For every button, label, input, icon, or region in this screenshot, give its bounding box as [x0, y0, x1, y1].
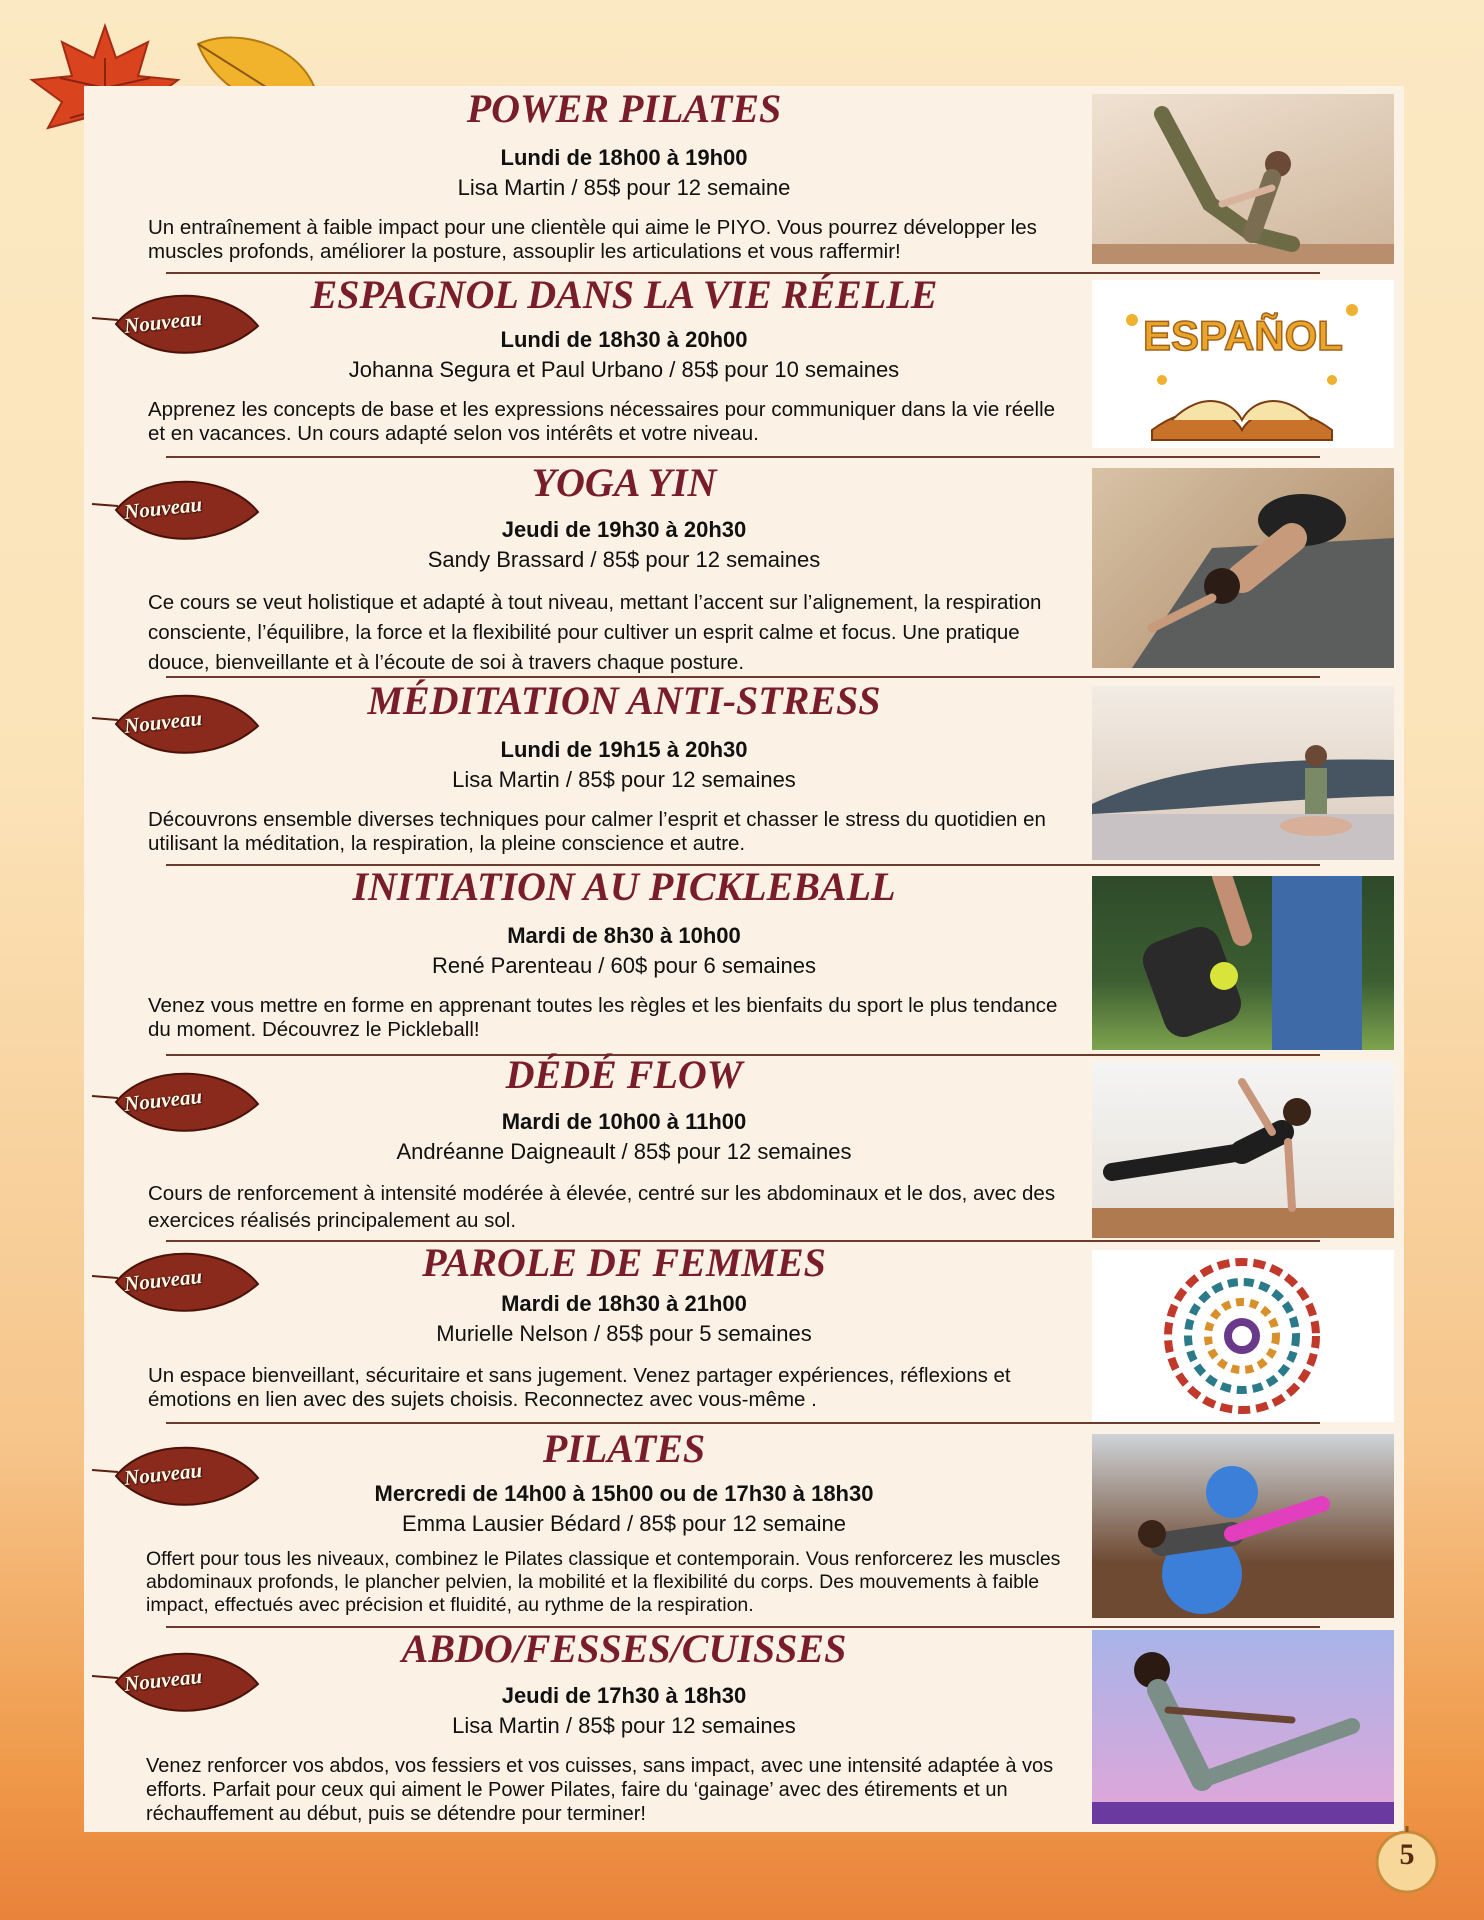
course-instructor: Emma Lausier Bédard / 85$ pour 12 semaine	[402, 1511, 846, 1536]
page-number-badge	[1370, 1822, 1444, 1896]
course-photo	[1092, 1630, 1394, 1824]
woman-boat-pose-icon	[1092, 1630, 1394, 1824]
course-description: Un entraînement à faible impact pour une clientèle qui aime le PIYO. Vous pourrez développer les muscles profonds, améliorer la posture, assouplir les articulations et vous raffermir!	[148, 216, 1037, 263]
course-title: PAROLE DE FEMMES	[422, 1240, 826, 1285]
badge-label: Nouveau	[122, 1263, 204, 1297]
course-schedule: Lundi de 18h00 à 19h00	[500, 145, 748, 170]
course-title: POWER PILATES	[466, 86, 782, 131]
nouveau-badge	[88, 1642, 264, 1722]
course-schedule: Mardi de 10h00 à 11h00	[501, 1109, 747, 1134]
espanol-word: ESPAÑOL	[1143, 312, 1343, 359]
course-listing-panel	[84, 86, 1404, 1832]
course-title: YOGA YIN	[531, 460, 717, 505]
course-title: MÉDITATION ANTI-STRESS	[367, 678, 881, 723]
course-photo	[1092, 686, 1394, 860]
course-schedule: Mardi de 8h30 à 10h00	[507, 923, 741, 948]
course-photo	[1092, 280, 1394, 448]
course-photo	[1092, 1434, 1394, 1618]
course-description: Un espace bienveillant, sécuritaire et sans jugement. Venez partager expériences, réflexions et émotions en lien avec des sujets choisis. Reconnectez avec vous-même .	[148, 1364, 1011, 1411]
pickleball-paddle-ball-icon	[1092, 876, 1394, 1050]
course-photo	[1092, 1062, 1394, 1238]
nouveau-badge	[88, 1062, 264, 1142]
nouveau-badge	[88, 284, 264, 364]
course-photo	[1092, 468, 1394, 668]
course-schedule: Mercredi de 14h00 à 15h00 ou de 17h30 à 18h30	[374, 1481, 874, 1506]
course-instructor: Lisa Martin / 85$ pour 12 semaines	[452, 1713, 796, 1738]
page-number: 5	[1399, 1838, 1415, 1871]
course-schedule: Jeudi de 17h30 à 18h30	[501, 1683, 747, 1708]
badge-label: Nouveau	[122, 491, 204, 525]
course-description: Découvrons ensemble diverses techniques pour calmer l’esprit et chasser le stress du quotidien en utilisant la méditation, la respiration, la pleine conscience et autre.	[148, 808, 1046, 855]
course-description: Cours de renforcement à intensité modérée à élevée, centré sur les abdominaux et le dos, avec des exercices réalisés principalement au sol.	[148, 1182, 1056, 1232]
course-schedule: Jeudi de 19h30 à 20h30	[501, 517, 747, 542]
course-instructor: Johanna Segura et Paul Urbano / 85$ pour 10 semaines	[348, 357, 900, 382]
women-circle-spiral-icon	[1092, 1250, 1394, 1422]
course-instructor: Murielle Nelson / 85$ pour 5 semaines	[436, 1321, 812, 1346]
course-instructor: Lisa Martin / 85$ pour 12 semaines	[452, 767, 796, 792]
course-photo	[1092, 876, 1394, 1050]
course-divider	[166, 456, 1320, 458]
course-photo	[1092, 1250, 1394, 1422]
course-description: Ce cours se veut holistique et adapté à tout niveau, mettant l’accent sur l’alignement, la respiration consciente, l’équilibre, la force et la flexibilité pour cultiver un esprit calme et focus. Une pratique douce, bienveillante et à l’écoute de soi à travers chaque posture.	[148, 591, 1042, 674]
course-instructor: Sandy Brassard / 85$ pour 12 semaines	[427, 547, 821, 572]
course-schedule: Mardi de 18h30 à 21h00	[501, 1291, 747, 1316]
woman-pilates-v-sit-icon	[1092, 94, 1394, 264]
course-description: Offert pour tous les niveaux, combinez le Pilates classique et contemporain. Vous renforcerez les muscles abdominaux profonds, le plancher pelvien, la mobilité et la flexibilité du corps. Des mouvements à faible impact, effectués avec précision et fluidité, au rythme de la respiration.	[146, 1548, 1061, 1616]
course-description: Venez vous mettre en forme en apprenant toutes les règles et les bienfaits du sport le plus tendance du moment. Découvrez le Pickleball!	[148, 994, 1058, 1041]
course-title: PILATES	[542, 1426, 706, 1471]
nouveau-badge	[88, 1436, 264, 1516]
nouveau-badge	[88, 684, 264, 764]
course-title: ABDO/FESSES/CUISSES	[401, 1626, 847, 1671]
badge-label: Nouveau	[122, 1457, 204, 1491]
badge-label: Nouveau	[122, 305, 204, 339]
course-instructor: Lisa Martin / 85$ pour 12 semaine	[457, 175, 791, 200]
course-description: Venez renforcer vos abdos, vos fessiers et vos cuisses, sans impact, avec une intensité adaptée à vos efforts. Parfait pour ceux qui aiment le Power Pilates, faire du ‘gainage’ avec des étirements et un réchauffement au début, puis se détendre pour terminer!	[146, 1755, 1054, 1825]
course-title: INITIATION AU PICKLEBALL	[352, 864, 896, 909]
badge-label: Nouveau	[122, 1083, 204, 1117]
course-title: ESPAGNOL DANS LA VIE RÉELLE	[310, 272, 938, 317]
course-divider	[166, 1422, 1320, 1424]
course-instructor: René Parenteau / 60$ pour 6 semaines	[431, 953, 817, 978]
course-instructor: Andréanne Daigneault / 85$ pour 12 semaines	[396, 1139, 852, 1164]
pilates-ball-class-icon	[1092, 1434, 1394, 1618]
course-description: Apprenez les concepts de base et les expressions nécessaires pour communiquer dans la vie réelle et en vacances. Un cours adapté selon vos intérêts et votre niveau.	[148, 398, 1056, 445]
nouveau-badge	[88, 1242, 264, 1322]
badge-label: Nouveau	[122, 705, 204, 739]
course-schedule: Lundi de 19h15 à 20h30	[500, 737, 748, 762]
course-schedule: Lundi de 18h30 à 20h00	[500, 327, 748, 352]
badge-label: Nouveau	[122, 1663, 204, 1697]
course-photo	[1092, 94, 1394, 264]
espanol-open-book-icon	[1092, 280, 1394, 448]
nouveau-badge	[88, 470, 264, 550]
woman-yoga-childs-pose-icon	[1092, 468, 1394, 668]
woman-side-plank-icon	[1092, 1062, 1394, 1238]
course-title: DÉDÉ FLOW	[505, 1052, 743, 1097]
woman-meditating-by-sea-icon	[1092, 686, 1394, 860]
